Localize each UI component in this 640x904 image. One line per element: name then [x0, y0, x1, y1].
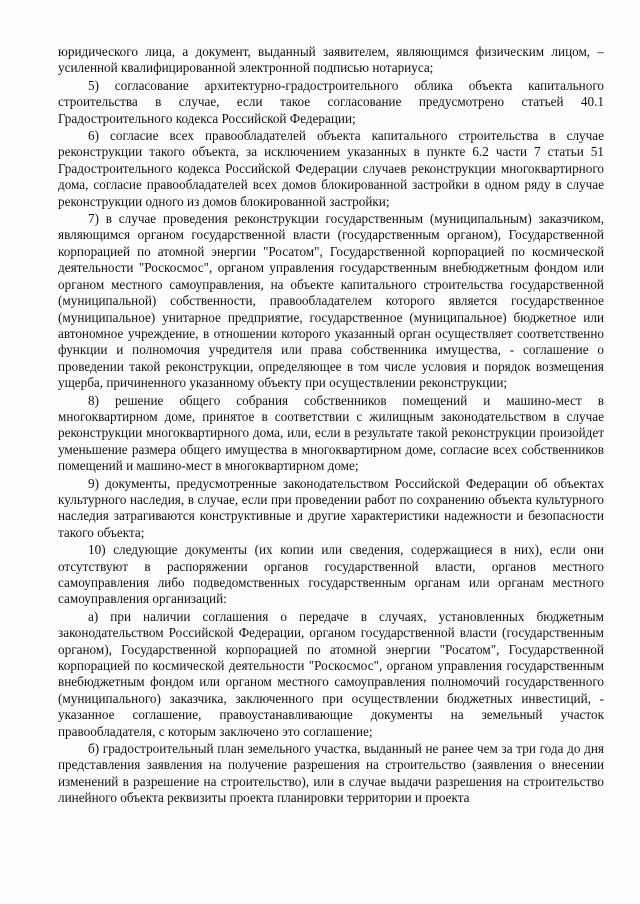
document-body [58, 44, 604, 808]
paragraph-item-7: 7) в случае проведения реконструкции государственным (муниципальным) заказчиком, являющимся органом государственной власти (государственным органом), Государственной корпорацией по атомной энергии "Росатом", Государственной корпорацией по космической деятельности "Роскосмос", органом управления государственным внебюджетным фондом или органом местного самоуправления, на объекте капитального строительства государственной (муниципальной) собственности, правообладателем которого является государственное (муниципальное) унитарное предприятие, государственное (муниципальное) бюджетное или автономное учреждение, в отношении которого указанный орган осуществляет соответственно функции и полномочия учредителя или права собственника имущества, - соглашение о проведении такой реконструкции, определяющее в том числе условия и порядок возмещения ущерба, причиненного указанному объекту при осуществлении реконструкции; [58, 211, 604, 391]
paragraph-continuation: юридического лица, а документ, выданный заявителем, являющимся физическим лицом, – усиленной квалифицированной электронной подписью нотариуса; [58, 44, 604, 76]
paragraph-item-10: 10) следующие документы (их копии или сведения, содержащиеся в них), если они отсутствуют в распоряжении органов государственной власти, органов местного самоуправления либо подведомственных государственным органам или органам местного самоуправления организаций: [58, 542, 604, 607]
paragraph-item-9: 9) документы, предусмотренные законодательством Российской Федерации об объектах культурного наследия, в случае, если при проведении работ по сохранению объекта культурного наследия затрагиваются конструктивные и другие характеристики надежности и безопасности такого объекта; [58, 475, 604, 540]
paragraph-subitem-a: а) при наличии соглашения о передаче в случаях, установленных бюджетным законодательством Российской Федерации, органом государственной власти (государственным органом), Государственной корпорацией по атомной энергии "Росатом", Государственной корпорацией по космической деятельности "Роскосмос", органом управления государственным внебюджетным фондом или органом местного самоуправления полномочий государственного (муниципального) заказчика, заключенного при осуществлении бюджетных инвестиций, - указанное соглашение, правоустанавливающие документы на земельный участок правообладателя, с которым заключено это соглашение; [58, 608, 604, 739]
paragraph-item-5: 5) согласование архитектурно-градостроительного облика объекта капитального строительства в случае, если такое согласование предусмотрено статьей 40.1 Градостроительного кодекса Российской Федерации; [58, 77, 604, 126]
paragraph-item-8: 8) решение общего собрания собственников помещений и машино-мест в многоквартирном доме, принятое в соответствии с жилищным законодательством в случае реконструкции многоквартирного дома, или, если в результате такой реконструкции произойдет уменьшение размера общего имущества в многоквартирном доме, согласие всех собственников помещений и машино-мест в многоквартирном доме; [58, 392, 604, 474]
paragraph-item-6: 6) согласие всех правообладателей объекта капитального строительства в случае реконструкции такого объекта, за исключением указанных в пункте 6.2 части 7 статьи 51 Градостроительного кодекса Российской Федерации случаев реконструкции многоквартирного дома, согласие правообладателей всех домов блокированной застройки в одном ряду в случае реконструкции одного из домов блокированной застройки; [58, 128, 604, 209]
paragraph-subitem-b: б) градостроительный план земельного участка, выданный не ранее чем за три года до дня представления заявления на получение разрешения на строительство (заявления о внесении изменений в разрешение на строительство), или в случае выдачи разрешения на строительство линейного объекта реквизиты проекта планировки территории и проекта [58, 741, 604, 806]
